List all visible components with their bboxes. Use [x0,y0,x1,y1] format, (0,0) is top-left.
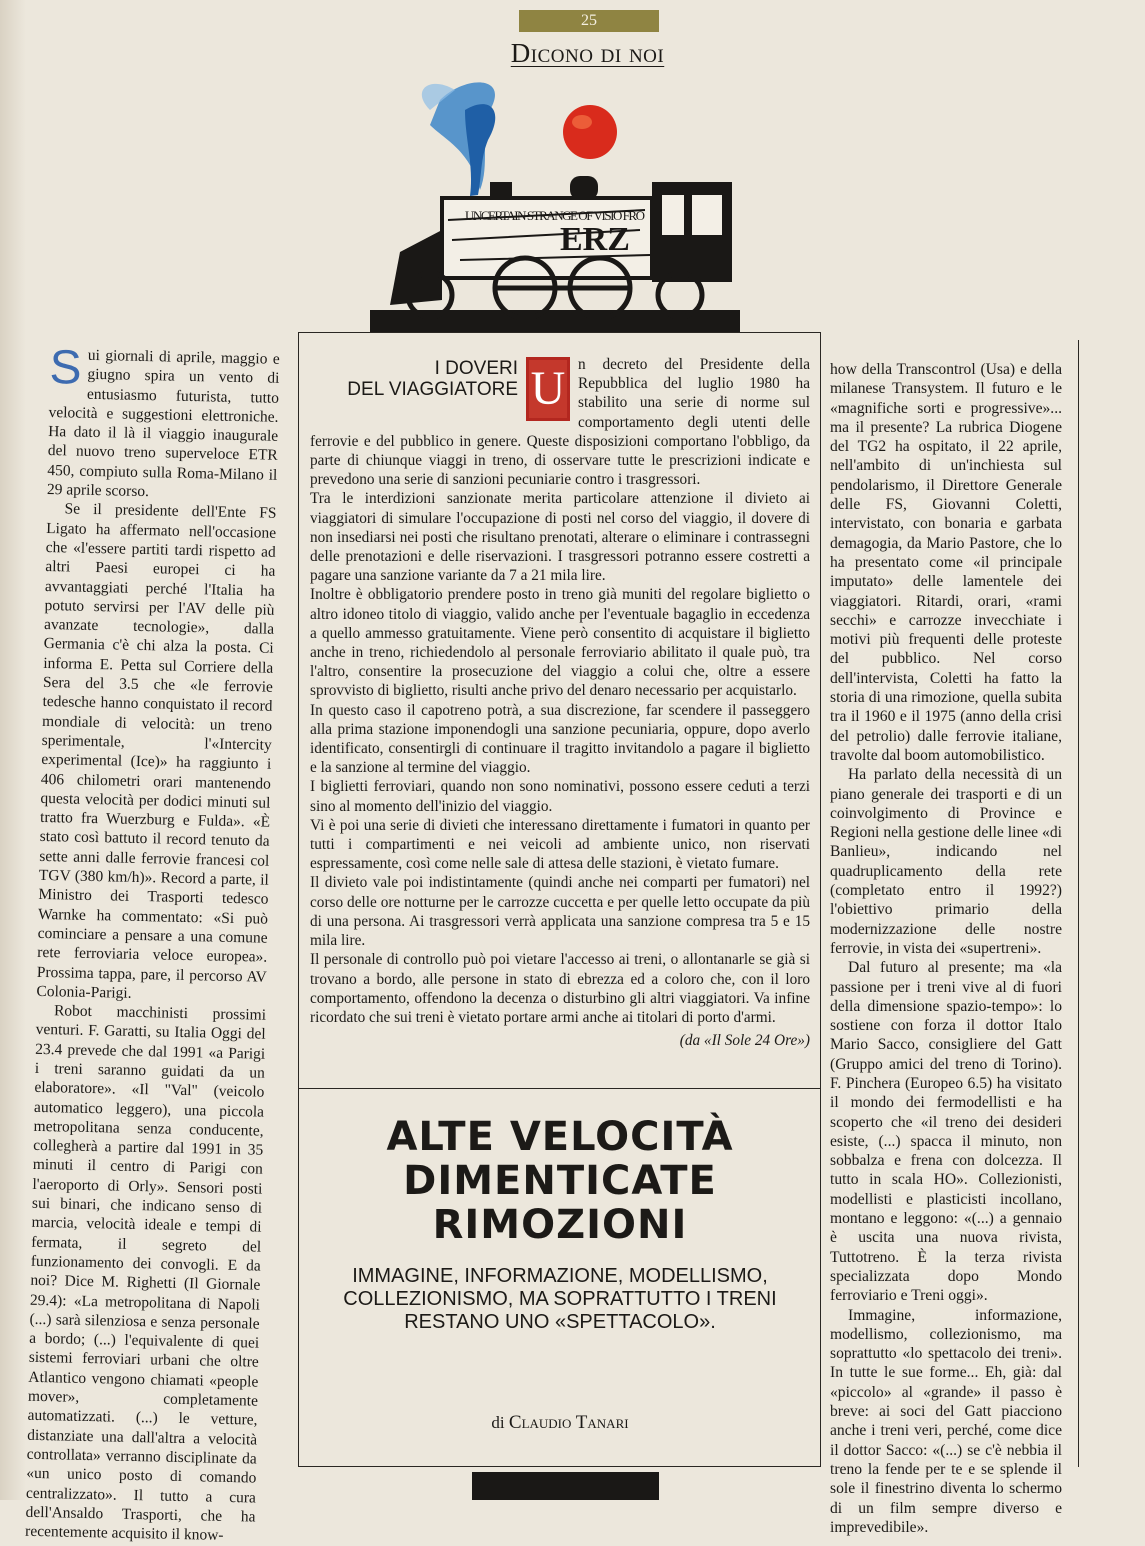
byline-author: Claudio Tanari [508,1412,629,1433]
article-subhead [310,1265,810,1334]
frame-top-rule [298,332,820,333]
page-edge-shadow [0,0,26,1500]
right-column-rule [1078,340,1079,1467]
center-paragraph-7: Il divieto vale poi indistintamente (quindi anche nei comparti per fumatori) nel corso delle ore notturne per le carrozze cuccetta e per quelle letto occupate da più di una persona. Ai trasgressori verrà applicata una sanzione compresa tra 5 e 15 mila lire. [310,874,810,950]
headline-line-2: DIMENTICATE [403,1158,717,1204]
right-column-article [830,360,1062,1537]
center-paragraph-2: Tra le interdizioni sanzionate merita particolare attenzione il divieto ai viaggiatori di simulare l'occupazione di posti nel corso del viaggio, il dovere di non insediarsi nei posti che risultano prenotati, alterare o eliminare i contrassegni delle prenotazioni e delle riservazioni. I trasgressori potranno essere costretti a pagare una sanzione variante da 7 a 21 mila lire. [310,490,810,585]
center-paragraph-3: Inoltre è obbligatorio prendere posto in treno già muniti del regolare biglietto o altro idoneo titolo di viaggio, valido anche per l'eventuale bagaglio in eccedenza a quello ammesso gratuitamente. Viene però consentito di acquistare il biglietto anche in treno, richiedendolo al personale ferroviario abilitato il quale può, tra l'altro, consentire la prosecuzione del viaggio a colui che, oltre a essere sprovvisto di biglietto, risulti anche privo del denaro necessario per acquistarlo. [310,586,810,700]
frame-left-rule [298,332,299,1467]
frame-middle-rule [298,1088,820,1089]
center-box-text [310,355,810,1050]
box-title [310,358,518,400]
frame-bottom-rule [298,1466,820,1467]
right-paragraph-2: Ha parlato della necessità di un piano generale dei trasporti e di un coinvolgimento di Province e Regioni nella gestione delle linee «di Banlieu», indicando nel quadruplicamento della rete (completato entro il 1992?) l'obiettivo primario della modernizzazione delle nostre ferrovie, in vista dei «supertreni». [830,766,1062,957]
left-paragraph-2: Se il presidente dell'Ente FS Ligato ha affermato nell'occasione che «l'essere partiti tardi rispetto ad altri Paesi europei ci ha avvantaggiati perché l'Italia ha potuto servirsi per l'AV delle più avanzate tecnologie», dalla Germania c'è chi alza la posta. Ci informa E. Petta sul Corriere della Sera del 3.5 che «le ferrovie tedesche hanno conquistato il record mondiale di velocità: un treno sperimentale, l'«Intercity experimental (Ice)» ha raggiunto i 406 chilometri orari mantenendo questa velocità per dodici minuti sul tratto fra Wuerzburg e Fulda». «È stato così battuto il record tenuto da sette anni dalle ferrovie francesi col TGV (380 km/h)». Record a parte, il Ministro dei Trasporti tedesco Warnke ha commentato: «Si può cominciare a pensare a una comune rete ferroviaria veloce europea». Prossima tappa, pare, il percorso AV Colonia-Parigi. [36,500,277,1002]
footer-bar [472,1472,659,1500]
left-column-article [24,341,280,1545]
sun-circle [563,105,617,159]
byline-prefix: di [491,1413,505,1432]
page-number: 25 [519,10,659,32]
center-paragraph-1: n decreto del Presidente della Repubblica del luglio 1980 ha stabilito una serie di norme sul comportamento degli utenti delle ferrovie e del pubblico in genere. Queste disposizioni comportano l'obbligo, da parte di chiunque viaggi in treno, di osservare tutte le prescrizioni indicate e prevedono una serie di sanzioni pecuniarie contro i trasgressori. [310,356,810,489]
locomotive-body [370,176,740,332]
box-title-line-1: I DOVERI [434,358,518,379]
locomotive-lettering-large: ERZ [560,221,630,258]
center-paragraph-8: Il personale di controllo può poi vietare l'accesso ai treni, o allontanarle se già si trovano a bordo, alle persone in stato di ebrezza ed a coloro che, con il loro comportamento, offendono la decenza o disturbino gli altri viaggiatori. Va infine ricordato che sui treni è vietato portare armi anche ai titolari di porto d'armi. [310,951,810,1026]
center-paragraph-6: Vi è poi una serie di divieti che interessano direttamente i fumatori in quanto per tutti i compartimenti e nei veicoli ad ambiente unico, non riservati espressamente, così come nelle sale di attesa delle stazioni, è vietato fumare. [310,816,810,873]
center-paragraph-4: In questo caso il capotreno potrà, a sua discrezione, far scendere il passeggero alla prima stazione imponendogli una sanzione pecuniaria, oppure, dopo averlo identificato, consentirgli di continuare il tragitto invitandolo a pagare il biglietto e la sanzione al termine del viaggio. [310,701,810,777]
frame-right-rule [820,332,821,1467]
steam-locomotive-illustration [370,70,750,332]
right-paragraph-3: Dal futuro al presente; ma «la passione per i treni vive al di fuori della dimensione spazio-tempo»: lo sostiene con forza il dottor Italo Mario Sacco, consigliere del Gatt (Gruppo amici del treno di Torino). F. Pinchera (Europeo 6.5) ha visitato il mondo dei fermodellisti e ha scoperto che «il treno dei desideri esiste, (...) spacca il minuto, non sobbalza e frena con dolcezza. Il tutto in scala HO». Collezionisti, modellisti e plasticisti incollano, montano e leggono: «(...) a gennaio è uscita una nuova rivista, Tuttotreno. È la terza rivista specializzata dopo Mondo ferroviario e Treni oggi». [830,959,1062,1305]
box-title-line-2: DEL VIAGGIATORE [347,379,518,400]
article-headline [310,1115,810,1247]
subhead-line-2: COLLEZIONISMO, MA SOPRATTUTTO I TRENI [343,1288,777,1310]
headline-line-1: ALTE VELOCITÀ [386,1114,734,1160]
drop-cap-s: S [48,341,83,395]
right-paragraph-1: how della Transcontrol (Usa) e della milanese Transystem. Il futuro e le «magnifiche sorti e progressive»... ma il presente? La rubrica Diogene del TG2 ha ospitato, il 22 aprile, nell'ambito di un'inchiesta sul pendolarismo, il Direttore Generale delle FS, Giovanni Coletti, intervistato, con bonaria e garbata demagogia, da Mario Pastore, che lo ha presentato come «il principale imputato» delle lamentele dei viaggiatori. Ritardi, orari, «rami secchi» e carrozze invecchiate i motivi più frequenti delle proteste del pubblico. Nel corso dell'intervista, Coletti ha fatto la storia di una rimozione, quella subita tra il 1960 e il 1975 (anno della crisi del petrolio) dalle ferrovie italiane, travolte dal boom automobilistico. [830,361,1062,764]
smoke-plume [422,82,495,196]
byline [310,1412,810,1434]
drop-cap-u: U [526,357,570,421]
locomotive-lettering: UNCERTAIN STRANGE OF VISIO FRO [465,208,645,223]
subhead-line-3: RESTANO UNO «SPETTACOLO». [404,1311,716,1333]
center-box-article [310,355,810,1050]
section-title: Dicono di noi [510,38,665,68]
subhead-line-1: IMMAGINE, INFORMAZIONE, MODELLISMO, [352,1265,768,1287]
headline-line-3: RIMOZIONI [432,1202,688,1248]
center-box-source: (da «Il Sole 24 Ore») [679,1032,810,1050]
right-paragraph-4: Immagine, informazione, modellismo, collezionismo, ma soprattutto «lo spettacolo dei treni». In tutte le sue forme... Eh, già: dal «piccolo» al «grande» il passo è breve: ai soci del Gatt piacciono anche i treni veri, perché, come dice il dottor Sacco: «(...) se c'è nebbia il treno la fende per te e se splende il sole il finestrino diventa lo schermo di un film sempre diverso e imprevedibile». [830,1306,1062,1536]
center-paragraph-5: I biglietti ferroviari, quando non sono nominativi, possono essere ceduti a terzi sino al momento dell'inizio del viaggio. [310,778,810,815]
left-paragraph-1: ui giornali di aprile, maggio e giugno spira un vento di entusiasmo futurista, tutto velocità e suggestioni elettroniche. Ha dato il là il viaggio inaugurale del nuovo treno superveloce ETR 450, compiuto sulla Roma-Milano il 29 aprile scorso. [46,346,280,501]
left-paragraph-3: Robot macchinisti prossimi venturi. F. Garatti, su Italia Oggi del 23.4 prevede che dal 1991 «a Parigi i treni saranno guidati da un elaboratore». «Il "Val" (veicolo automatico leggero), una piccola metropolitana senza conducente, collegherà a partire dal 1991 in 35 minuti il centro di Parigi con l'aeroporto di Orly». Sensori posti sui binari, che indicano senso di marcia, velocità ideale e tempi di fermata, il segreto del funzionamento dei convogli. E da noi? Dice M. Righetti (Il Giornale 29.4): «La metropolitana di Napoli (...) sarà silenziosa e senza personale a bordo; (...) l'equivalente di quei sistemi ferroviari urbani che oltre Atlantico vengono chiamati «people mover», completamente automatizzati. (...) le vetture, distanziate una dall'altra a velocità controllata» verranno disciplinate da «un unico posto di comando centralizzato». Il tutto a cura dell'Ansaldo Trasporti, che ha recentemente acquisito il know- [24,1002,267,1545]
